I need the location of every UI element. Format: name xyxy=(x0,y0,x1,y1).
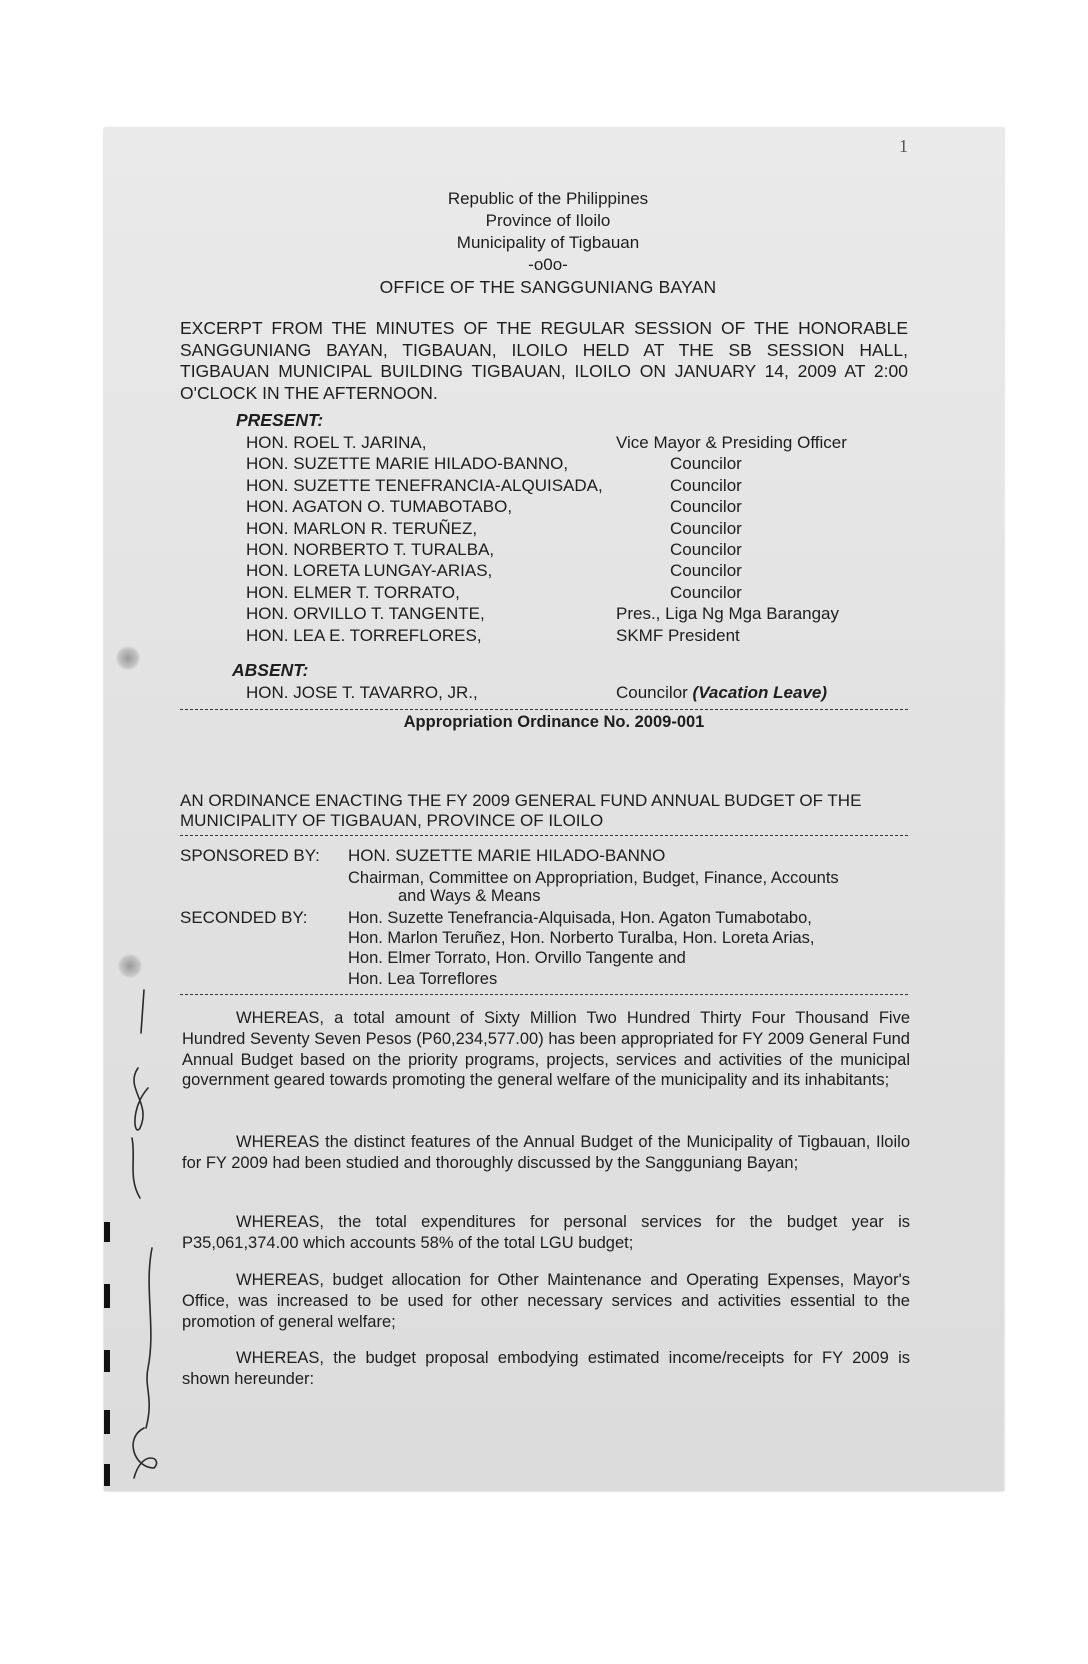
dashed-divider xyxy=(180,709,908,710)
ordinance-description: AN ORDINANCE ENACTING THE FY 2009 GENERAL FUND ANNUAL BUDGET OF THE MUNICIPALITY OF TIGBAUAN, PROVINCE OF ILOILO xyxy=(180,791,862,830)
present-role: Vice Mayor & Presiding Officer xyxy=(616,433,847,452)
present-name: HON. AGATON O. TUMABOTABO, xyxy=(246,497,513,517)
country-line: Republic of the Philippines xyxy=(447,189,649,208)
present-name: HON. ORVILLO T. TANGENTE, xyxy=(246,604,485,624)
whereas-text: WHEREAS, a total amount of Sixty Million Two Hundred Thirty Four Thousand Five Hundred Seventy Seven Pesos (P60,234,577.00) has been appropriated for FY 2009 General Fund Annual Budget based on the priority programs, projects, services and activities of the municipal government geared towards promoting the general welfare of the municipality and its inhabitants; xyxy=(182,1009,910,1090)
whereas-text: WHEREAS, the budget proposal embodying estimated income/receipts for FY 2009 is shown hereunder: xyxy=(182,1349,910,1388)
absent-role-title: Councilor xyxy=(616,683,688,702)
present-name: HON. LEA E. TORREFLORES, xyxy=(246,625,482,645)
document-page xyxy=(104,128,1004,1491)
seconders xyxy=(348,908,815,989)
present-role: Councilor xyxy=(670,540,742,560)
present-names xyxy=(246,432,603,646)
absent-note: (Vacation Leave) xyxy=(692,683,828,702)
present-role: SKMF President xyxy=(616,625,740,645)
sponsor-name: HON. SUZETTE MARIE HILADO-BANNO xyxy=(348,846,666,865)
present-role: Councilor xyxy=(670,475,742,495)
seconder-line: Hon. Elmer Torrato, Hon. Orvillo Tangente and xyxy=(348,949,686,968)
province-line: Province of Iloilo xyxy=(485,211,611,230)
present-name: HON. MARLON R. TERUÑEZ, xyxy=(246,518,478,538)
office-line: OFFICE OF THE SANGGUNIANG BAYAN xyxy=(379,277,717,297)
absent-role xyxy=(616,682,827,703)
dashed-divider xyxy=(180,994,908,995)
seconder-line: Hon. Marlon Teruñez, Hon. Norberto Turalba, Hon. Loreta Arias, xyxy=(348,929,815,948)
sponsor-position-cont: and Ways & Means xyxy=(398,887,541,905)
present-role: Councilor xyxy=(670,582,742,602)
signature-icon xyxy=(104,128,174,1491)
present-roles xyxy=(616,432,847,646)
present-role: Councilor xyxy=(670,518,742,538)
whereas-paragraph xyxy=(182,1348,910,1390)
whereas-text: WHEREAS, budget allocation for Other Maintenance and Operating Expenses, Mayor's Office, was increased to be used for other necessary services and activities essential to the promotion of general welfare; xyxy=(182,1271,910,1331)
present-role: Pres., Liga Ng Mga Barangay xyxy=(616,604,840,624)
present-name: HON. NORBERTO T. TURALBA, xyxy=(246,540,495,560)
excerpt-paragraph: EXCERPT FROM THE MINUTES OF THE REGULAR SESSION OF THE HONORABLE SANGGUNIANG BAYAN, TIGBAUAN, ILOILO HELD AT THE SB SESSION HALL, TIGBAUAN MUNICIPAL BUILDING TIGBAUAN, ILOILO ON JANUARY 14, 2009 AT 2:00 O'CLOCK IN THE AFTERNOON. xyxy=(180,318,908,403)
whereas-paragraph xyxy=(182,1132,910,1174)
absent-label: ABSENT: xyxy=(232,660,309,680)
municipality-line: Municipality of Tigbauan xyxy=(456,233,640,252)
whereas-text: WHEREAS the distinct features of the Annual Budget of the Municipality of Tigbauan, Iloilo for FY 2009 had been studied and thoroughly discussed by the Sangguniang Bayan; xyxy=(182,1133,910,1172)
letterhead xyxy=(104,188,992,298)
present-role: Councilor xyxy=(670,561,742,581)
whereas-text: WHEREAS, the total expenditures for personal services for the budget year is P35,061,374.00 which accounts 58% of the total LGU budget; xyxy=(182,1213,910,1252)
seconded-by-label: SECONDED BY: xyxy=(180,908,308,927)
present-name: HON. SUZETTE TENEFRANCIA-ALQUISADA, xyxy=(246,475,603,495)
present-role: Councilor xyxy=(670,454,742,474)
dashed-divider xyxy=(180,835,908,836)
present-label: PRESENT: xyxy=(236,410,324,430)
page-number: 1 xyxy=(899,136,908,156)
whereas-paragraph xyxy=(182,1270,910,1332)
whereas-paragraph xyxy=(182,1212,910,1254)
seconder-line: Hon. Lea Torreflores xyxy=(348,969,498,988)
sponsor-position: Chairman, Committee on Appropriation, Budget, Finance, Accounts xyxy=(348,869,839,887)
seconder-line: Hon. Suzette Tenefrancia-Alquisada, Hon. Agaton Tumabotabo, xyxy=(348,909,812,927)
sponsored-by-label: SPONSORED BY: xyxy=(180,846,320,865)
present-role: Councilor xyxy=(670,497,742,517)
absent-name: HON. JOSE T. TAVARRO, JR., xyxy=(246,683,478,702)
separator-line: -o0o- xyxy=(528,255,568,274)
present-name: HON. ELMER T. TORRATO, xyxy=(246,582,460,602)
present-name: HON. SUZETTE MARIE HILADO-BANNO, xyxy=(246,454,569,474)
ordinance-title: Appropriation Ordinance No. 2009-001 xyxy=(403,713,705,731)
whereas-paragraph xyxy=(182,1008,910,1091)
present-name: HON. LORETA LUNGAY-ARIAS, xyxy=(246,561,493,581)
present-name: HON. ROEL T. JARINA, xyxy=(246,433,427,452)
